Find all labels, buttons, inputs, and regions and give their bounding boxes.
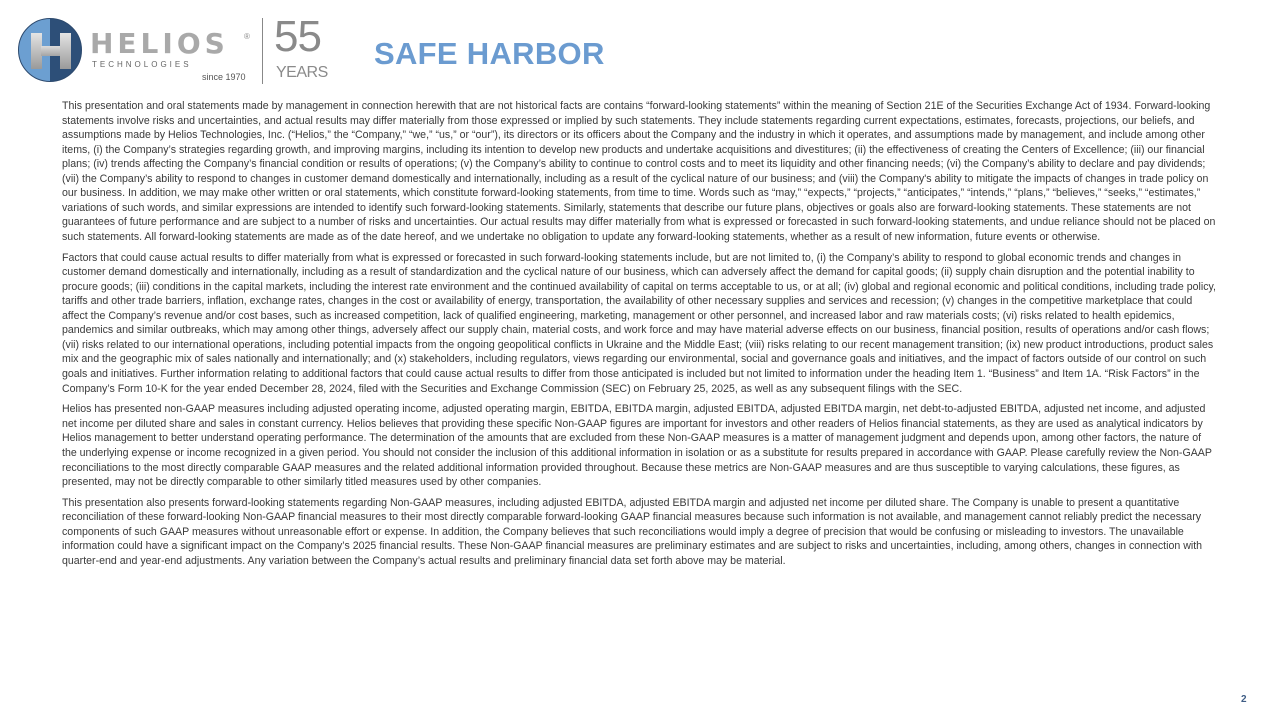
paragraph-non-gaap-forward-looking: This presentation also presents forward-looking statements regarding Non-GAAP measures, including adjusted EBITDA, adjusted EBITDA margin and adjusted net income per diluted share. The Company is unable to present a quantitative reconciliation of these forward-looking Non-GAAP financial measures to their most directly comparable forward-looking GAAP financial measures because such information is not available, and management cannot reliably predict the necessary components of such GAAP measures without unreasonable effort or expense. In addition, the Company believes that such reconciliations would imply a degree of precision that would be confusing or misleading to investors. The unavailable information could have a significant impact on the Company’s 2025 financial results. These Non-GAAP financial measures are preliminary estimates and are subject to risks and uncertainties, including, among others, changes in connection with quarter-end and year-end adjustments. Any variation between the Company’s actual results and preliminary financial data set forth above may be material. [62, 496, 1203, 567]
paragraph-forward-looking-statements: This presentation and oral statements made by management in connection herewith that are not historical facts are contains “forward-looking statements” within the meaning of Section 21E of the Securities Exchange Act of 1934. Forward-looking statements involve risks and uncertainties, and actual results may differ materially from those expressed or implied by such statements. They include statements regarding current expectations, estimates, forecasts, projections, our beliefs, and assumptions made by Helios Technologies, Inc. (“Helios,” the “Company,” “we,” “us,” or “our”), its directors or its officers about the Company and the industry in which it operates, and assumptions made by management, and include among other items, (i) the Company’s strategies regarding growth, and improving margins, including its intention to develop new products and undertake acquisitions and divestitures; (ii) the effectiveness of creating the Centers of Excellence; (iii) our financial plans; (iv) trends affecting the Company’s financial condition or results of operations; (v) the Company’s ability to continue to control costs and to meet its liquidity and other financing needs; (vi) the Company’s ability to declare and pay dividends; (vii) the Company’s ability to respond to changes in customer demand domestically and internationally, including as a result of the cyclical nature of our business; and (viii) the Company's ability to mitigate the impacts of changes in trade policy on our business. In addition, we may make other written or oral statements, which constitute forward-looking statements, from time to time. Words such as “may,” “expects,” “projects,” “anticipates,” “intends,” “plans,” “believes,” “seeks,” “estimates,” variations of such words, and similar expressions are intended to identify such forward-looking statements. Similarly, statements that describe our future plans, objectives or goals also are forward-looking statements. These statements are not guarantees of future performance and are subject to a number of risks and uncertainties. Our actual results may differ materially from what is expressed or forecasted in such forward-looking statements, and undue reliance should not be placed on such statements. All forward-looking statements are made as of the date hereof, and we undertake no obligation to update any forward-looking statements, whether as a result of new information, future events or otherwise. [62, 100, 1216, 243]
paragraph-risk-factors: Factors that could cause actual results to differ materially from what is expressed or forecasted in such forward-looking statements include, but are not limited to, (i) the Company’s ability to respond to global economic trends and changes in customer demand domestically and internationally, including as a result of standardization and the cyclical nature of our business, which can adversely affect the demand for capital goods; (ii) supply chain disruption and the potential inability to procure goods; (iii) conditions in the capital markets, including the interest rate environment and the continued availability of capital on terms acceptable to us, or at all; (iv) global and regional economic and political conditions, including trade policy, tariffs and other trade barriers, inflation, exchange rates, changes in the cost or availability of energy, transportation, the availability of other necessary supplies and services and recession; (v) changes in the competitive marketplace that could affect the Company’s revenue and/or cost bases, such as increased competition, lack of qualified engineering, marketing, management or other personnel, and increased labor and raw materials costs; (vi) risks related to health epidemics, pandemics and similar outbreaks, which may among other things, adversely affect our supply chain, material costs, and work force and may have material adverse effects on our business, financial position, results of operations and/or cash flows; (vii) risks related to our international operations, including potential impacts from the ongoing geopolitical conflicts in Ukraine and the Middle East; (viii) risks relating to our recent management transition; (ix) new product introductions, product sales mix and the geographic mix of sales nationally and internationally; and (x) stakeholders, including regulators, views regarding our environmental, social and governance goals and initiatives, and the impact of factors outside of our control on such goals and initiatives. Further information relating to additional factors that could cause actual results to differ from those anticipated is included but not limited to information under the heading Item 1. “Business” and Item 1A. “Risk Factors” in the Company’s Form 10-K for the year ended December 28, 2024, filed with the Securities and Exchange Commission (SEC) on February 25, 2025, as well as any subsequent filings with the SEC. [62, 251, 1216, 395]
paragraph-non-gaap-measures: Helios has presented non-GAAP measures including adjusted operating income, adjusted operating margin, EBITDA, EBITDA margin, adjusted EBITDA, adjusted EBITDA margin, net debt-to-adjusted EBITDA, adjusted net income, and adjusted net income per diluted share and sales in constant currency. Helios believes that providing these specific Non-GAAP figures are important for investors and other readers of Helios financial statements, as they are used as analytical indicators by Helios management to better understand operating performance. The determination of the amounts that are excluded from these Non-GAAP measures is a matter of management judgment and depends upon, among other factors, the nature of the underlying expense or income recognized in a given period. You should not consider the inclusion of this additional information in isolation or as a substitute for results prepared in accordance with GAAP. Please carefully review the Non-GAAP reconciliations to the most directly comparable GAAP measures and the related additional information provided throughout. Because these metrics are Non-GAAP measures and are thus susceptible to varying calculations, these figures, as presented, may not be directly comparable to other similarly titled measures used by other companies. [62, 403, 1212, 489]
anniversary-label: YEARS [276, 64, 328, 81]
logo-brand-name: HELIOS [90, 27, 229, 60]
page-title: SAFE HARBOR [374, 36, 605, 71]
logo-subtitle: TECHNOLOGIES [92, 60, 192, 69]
logo-divider [262, 18, 263, 84]
slide-header [0, 0, 1280, 92]
anniversary-number: 55 [274, 12, 321, 61]
helios-h-logo-icon [18, 18, 82, 82]
safe-harbor-body [62, 99, 1218, 575]
helios-logo [18, 12, 338, 86]
page-number: 2 [1241, 694, 1247, 705]
logo-registered-mark: ® [244, 32, 250, 41]
logo-since: since 1970 [202, 72, 246, 82]
